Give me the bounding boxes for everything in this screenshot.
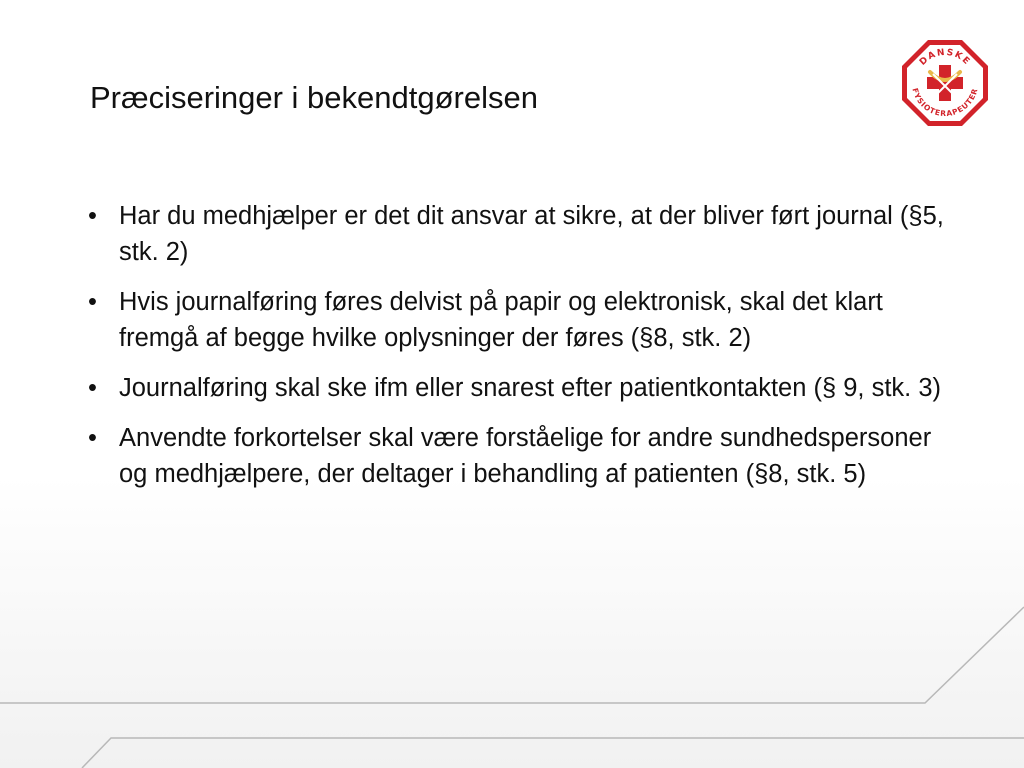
bullet-marker: • [88, 374, 97, 402]
bullet-marker: • [88, 424, 97, 452]
danske-fysioterapeuter-logo [900, 38, 990, 128]
list-item [88, 370, 948, 406]
bullet-text: Journalføring skal ske ifm eller snarest efter patientkontakten (§ 9, stk. 3) [119, 374, 942, 402]
bullet-list [88, 198, 948, 506]
list-item [88, 284, 948, 356]
slide-title: Præciseringer i bekendtgørelsen [90, 80, 538, 115]
logo-text-bottom: FYSIOTERAPEUTER [910, 86, 980, 119]
bullet-text: Hvis journalføring føres delvist på papir og elektronisk, skal det klart fremgå af begge hvilke oplysninger der føres (§8, stk. 2) [119, 288, 883, 352]
bullet-marker: • [88, 288, 97, 316]
list-item [88, 420, 948, 492]
bullet-marker: • [88, 202, 97, 230]
list-item [88, 198, 948, 270]
bullet-text: Anvendte forkortelser skal være forståelige for andre sundhedspersoner og medhjælpere, der deltager i behandling af patienten (§8, stk. 5) [119, 424, 932, 488]
bullet-text: Har du medhjælper er det dit ansvar at sikre, at der bliver ført journal (§5, stk. 2) [119, 202, 944, 266]
logo-text-top: DANSKE [917, 47, 973, 68]
